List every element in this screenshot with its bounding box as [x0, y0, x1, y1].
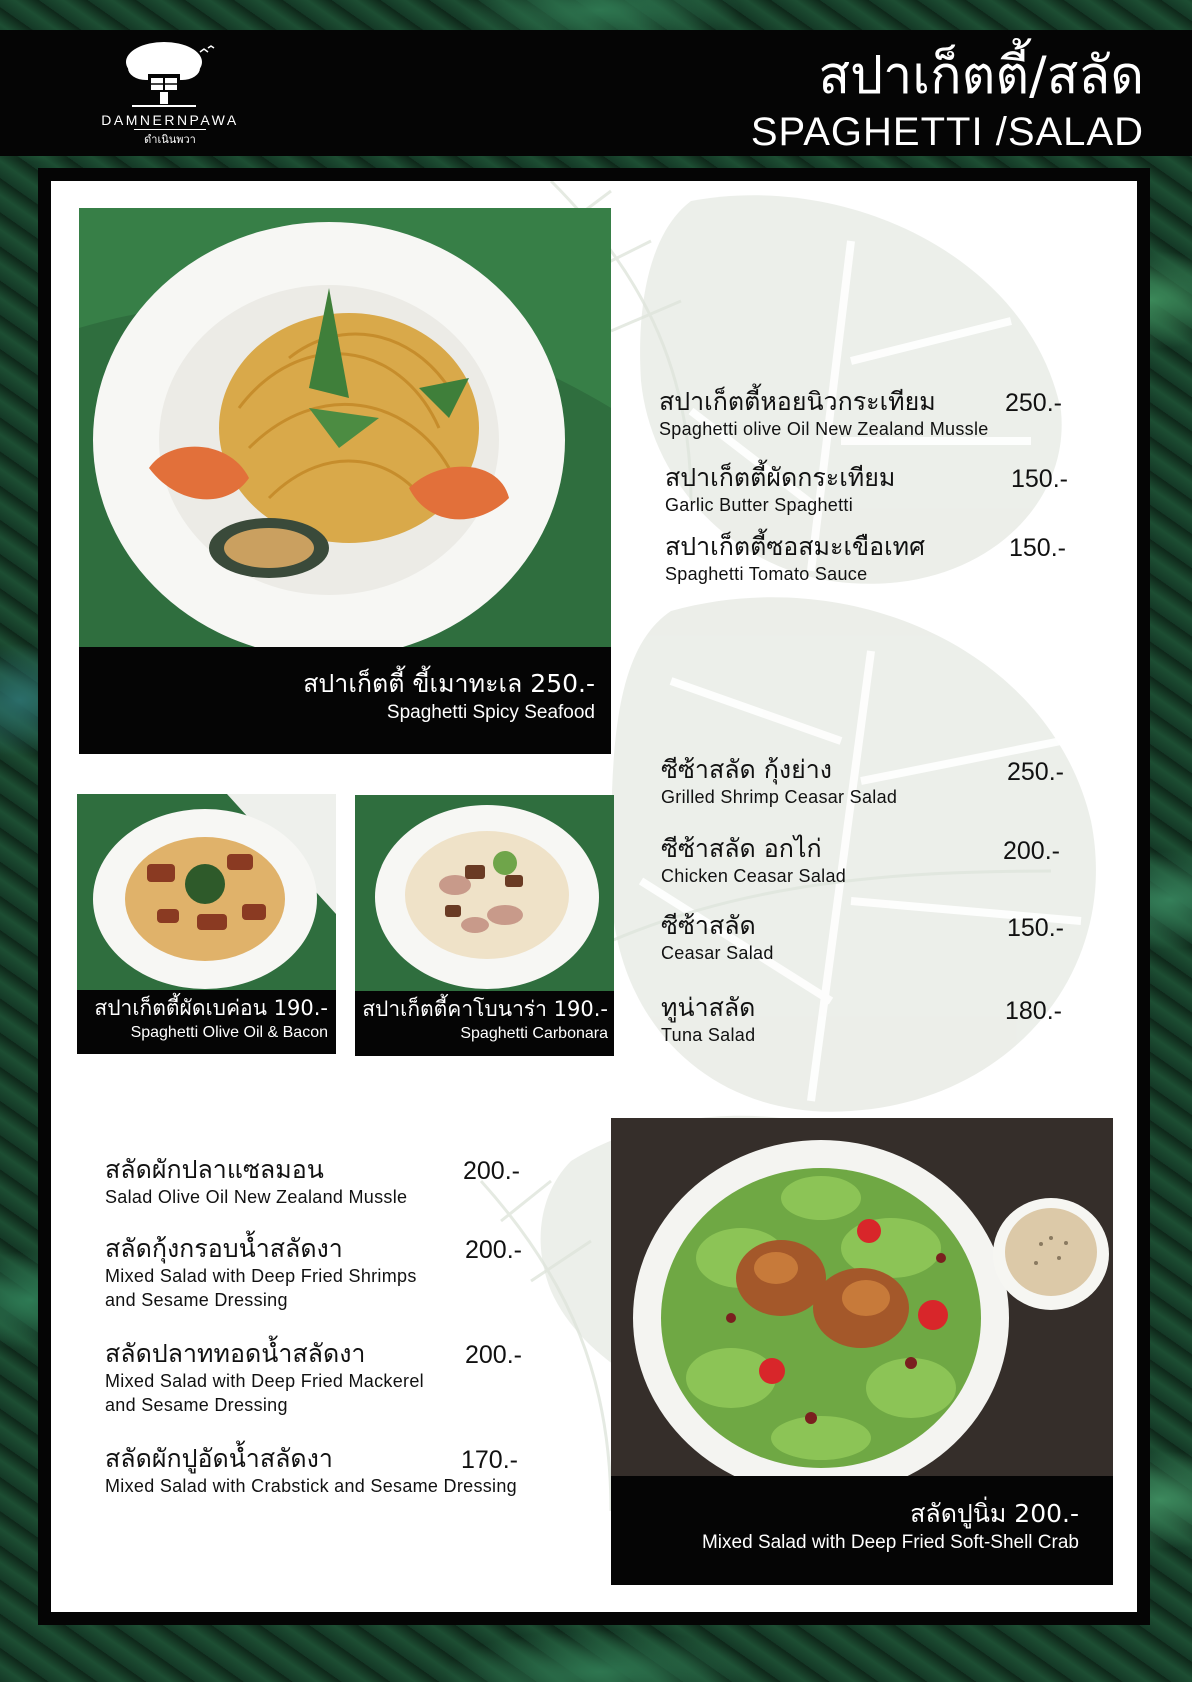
item-name-thai: สปาเก็ตตี้หอยนิวกระเทียม	[659, 387, 936, 416]
spaghetti-carbonara-photo	[355, 795, 614, 991]
item-name-en: Mixed Salad with Deep Fried Shrimps	[105, 1266, 417, 1286]
item-price: 170.-	[461, 1446, 518, 1474]
item-name-thai: สลัดกุ้งกรอบน้ำสลัดงา	[105, 1234, 343, 1263]
page-title: SPAGHETTI /SALAD	[750, 110, 1144, 154]
page-title-thai: สปาเก็ตตี้/สลัด	[818, 46, 1144, 106]
item-name-en: Grilled Shrimp Ceasar Salad	[661, 787, 898, 807]
featured-bacon-card	[77, 794, 336, 1054]
menu-item	[665, 463, 895, 517]
menu-item	[665, 532, 925, 586]
item-price: 180.-	[1005, 997, 1062, 1025]
featured-bacon-name-en: Spaghetti Olive Oil & Bacon	[130, 1024, 328, 1041]
menu-item	[105, 1444, 517, 1498]
brand-logo	[80, 38, 260, 150]
featured-bacon-name-thai: สปาเก็ตตี้ผัดเบค่อน 190.-	[94, 996, 328, 1020]
featured-seafood-caption	[303, 668, 595, 726]
item-name-en-line2: and Sesame Dressing	[105, 1395, 288, 1415]
item-name-thai: ทูน่าสลัด	[661, 993, 756, 1022]
featured-crab-name-thai: สลัดปูนิ่ม 200.-	[910, 1499, 1079, 1528]
featured-seafood-card	[79, 208, 611, 754]
menu-panel	[51, 181, 1137, 1612]
item-name-en: Spaghetti Tomato Sauce	[665, 564, 868, 584]
item-name-thai: ซีซ้าสลัด อกไก่	[661, 834, 822, 863]
featured-carbonara-name-en: Spaghetti Carbonara	[460, 1025, 608, 1042]
item-name-en: Mixed Salad with Crabstick and Sesame Dressing	[105, 1476, 517, 1496]
item-price: 150.-	[1009, 534, 1066, 562]
item-price: 150.-	[1011, 465, 1068, 493]
menu-item	[661, 911, 774, 965]
menu-item	[105, 1234, 417, 1312]
menu-item	[105, 1339, 424, 1417]
item-name-en: Garlic Butter Spaghetti	[665, 495, 853, 515]
featured-crab-name-en: Mixed Salad with Deep Fried Soft-Shell Crab	[701, 1532, 1079, 1553]
menu-item	[661, 755, 897, 809]
item-price: 250.-	[1005, 389, 1062, 417]
tree-house-icon	[120, 38, 220, 110]
brand-name: DAMNERNPAWA	[101, 112, 239, 128]
item-name-thai: สปาเก็ตตี้ซอสมะเขือเทศ	[665, 532, 926, 561]
item-name-thai: ซีซ้าสลัด	[661, 911, 756, 940]
featured-carbonara-name-thai: สปาเก็ตตี้คาโบนาร่า 190.-	[362, 997, 608, 1021]
item-price: 250.-	[1007, 758, 1064, 786]
item-price: 200.-	[465, 1341, 522, 1369]
menu-item	[659, 387, 989, 441]
item-name-en: Spaghetti olive Oil New Zealand Mussle	[659, 419, 989, 439]
item-name-en: Salad Olive Oil New Zealand Mussle	[105, 1187, 408, 1207]
menu-item	[105, 1155, 407, 1209]
featured-crab-caption	[702, 1498, 1079, 1556]
item-name-thai: สลัดปลาททอดน้ำสลัดงา	[105, 1339, 366, 1368]
featured-seafood-name-en: Spaghetti Spicy Seafood	[386, 702, 595, 723]
featured-crab-card	[611, 1118, 1113, 1585]
featured-seafood-name-thai: สปาเก็ตตี้ ขี้เมาทะเล 250.-	[303, 669, 595, 698]
menu-item	[661, 834, 846, 888]
featured-carbonara-caption	[362, 995, 608, 1045]
item-name-thai: สลัดผักปูอัดน้ำสลัดงา	[105, 1444, 333, 1473]
menu-item	[661, 993, 755, 1047]
item-name-en: Chicken Ceasar Salad	[661, 866, 847, 886]
item-price: 200.-	[465, 1236, 522, 1264]
featured-carbonara-card	[355, 795, 614, 1056]
item-name-thai: สปาเก็ตตี้ผัดกระเทียม	[665, 463, 896, 492]
header-band	[0, 30, 1192, 156]
spaghetti-seafood-photo	[79, 208, 611, 647]
featured-bacon-caption	[94, 994, 328, 1044]
item-price: 200.-	[1003, 837, 1060, 865]
brand-name-thai: ดำเนินพวา	[134, 129, 206, 148]
crab-salad-photo	[611, 1118, 1113, 1476]
spaghetti-bacon-photo	[77, 794, 336, 990]
item-name-thai: สลัดผักปลาแซลมอน	[105, 1155, 324, 1184]
item-price: 150.-	[1007, 914, 1064, 942]
item-name-en: Mixed Salad with Deep Fried Mackerel	[105, 1371, 424, 1391]
item-name-en: Ceasar Salad	[661, 943, 774, 963]
item-price: 200.-	[463, 1157, 520, 1185]
item-name-thai: ซีซ้าสลัด กุ้งย่าง	[661, 755, 832, 784]
item-name-en-line2: and Sesame Dressing	[105, 1290, 288, 1310]
item-name-en: Tuna Salad	[661, 1025, 756, 1045]
